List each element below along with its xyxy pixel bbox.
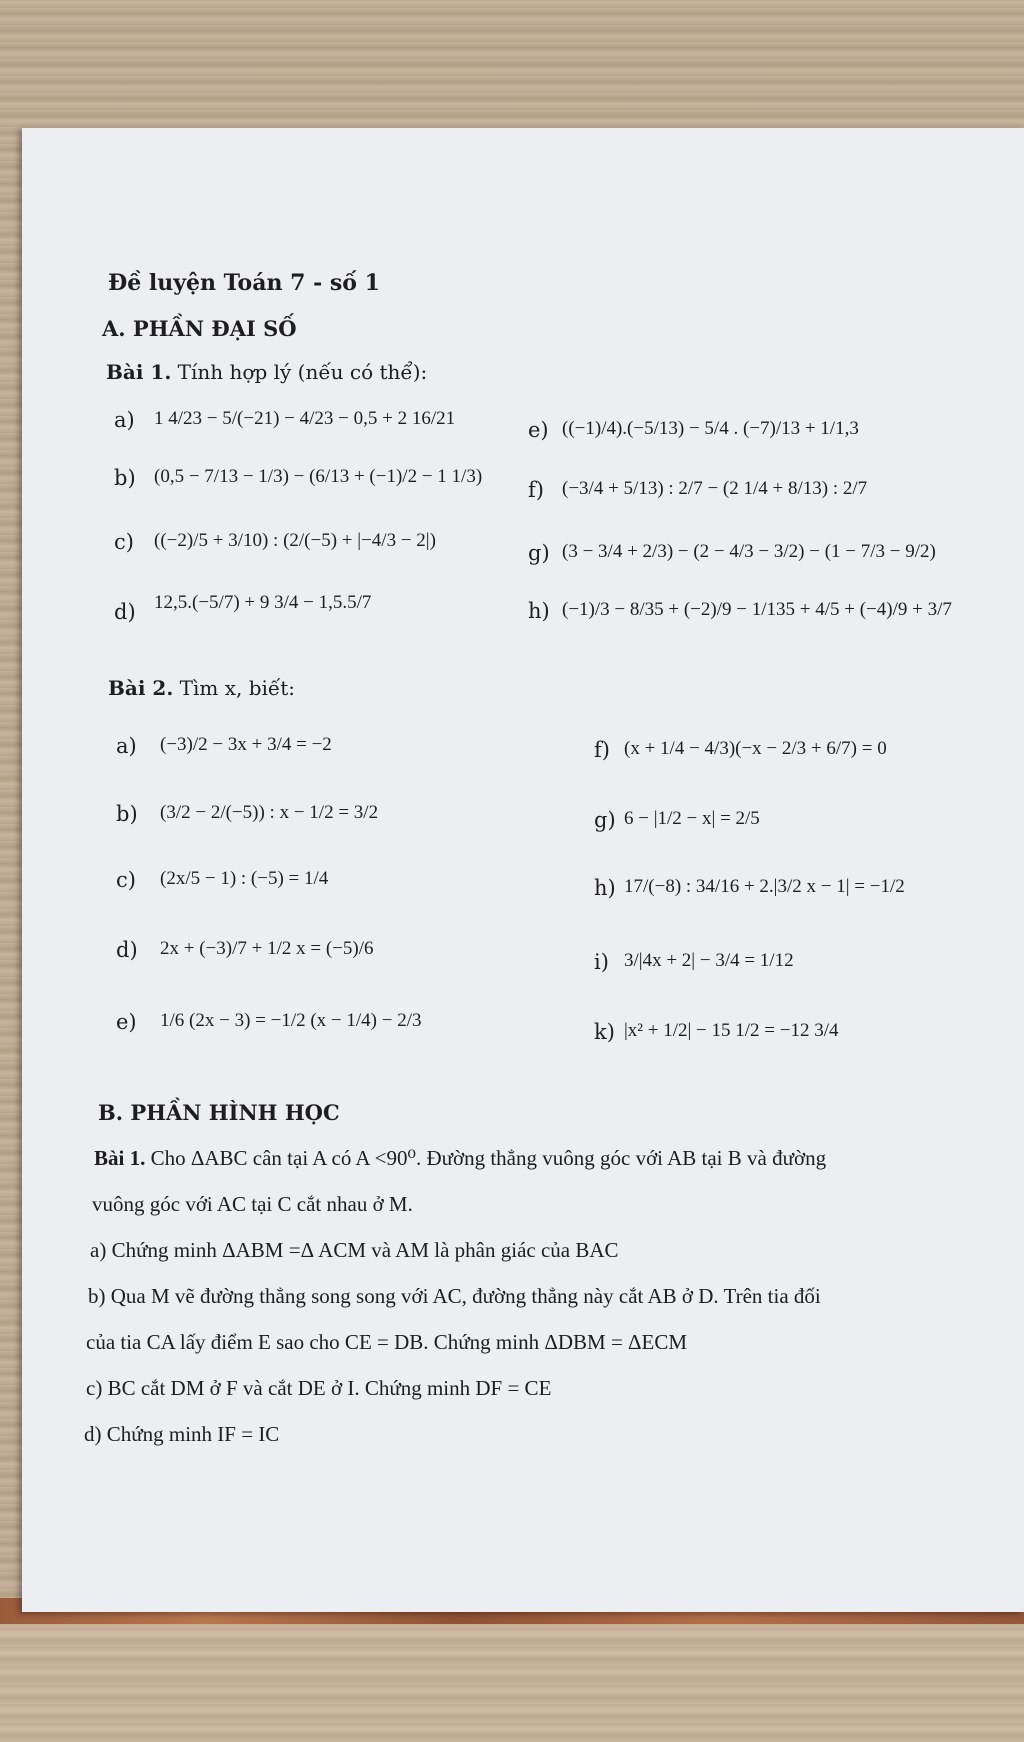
bai1-c-expression: ((−2)/5 + 3/10) : (2/(−5) + |−4/3 − 2|): [154, 530, 436, 551]
geo-part-c: c) BC cắt DM ở F và cắt DE ở I. Chứng minh DF = CE: [86, 1376, 552, 1400]
bai2-c-label: c): [116, 868, 136, 892]
bai2-a-expression: (−3)/2 − 3x + 3/4 = −2: [160, 734, 332, 755]
bai1-e-label: e): [528, 418, 549, 442]
bai2-d-expression: 2x + (−3)/7 + 1/2 x = (−5)/6: [160, 938, 374, 959]
bai1-instruction: Tính hợp lý (nếu có thể):: [177, 360, 428, 384]
bai2-h-expression: 17/(−8) : 34/16 + 2.|3/2 x − 1| = −1/2: [624, 876, 905, 897]
geo-part-b-line2: của tia CA lấy điểm E sao cho CE = DB. Chứng minh ΔDBM = ΔECM: [86, 1330, 688, 1354]
bai2-a-label: a): [116, 734, 137, 758]
bai1-d-label: d): [114, 600, 136, 624]
bai1-label: Bài 1.: [106, 360, 172, 384]
bai2-i-expression: 3/|4x + 2| − 3/4 = 1/12: [624, 950, 794, 971]
bai1-a-expression: 1 4/23 − 5/(−21) − 4/23 − 0,5 + 2 16/21: [154, 408, 456, 429]
bai1-d-expression: 12,5.(−5/7) + 9 3/4 − 1,5.5/7: [154, 592, 372, 613]
bai2-b-expression: (3/2 − 2/(−5)) : x − 1/2 = 3/2: [160, 802, 379, 823]
bai1-h-label: h): [528, 599, 550, 623]
bai2-f-expression: (x + 1/4 − 4/3)(−x − 2/3 + 6/7) = 0: [624, 738, 887, 759]
geo-bai1-statement: Cho ΔABC cân tại A có A <90⁰. Đường thẳng vuông góc với AB tại B và đường: [150, 1146, 827, 1170]
worksheet-title: Đề luyện Toán 7 - số 1: [108, 270, 380, 296]
bai1-heading: [106, 360, 427, 384]
bai1-g-expression: (3 − 3/4 + 2/3) − (2 − 4/3 − 3/2) − (1 − 7/3 − 9/2): [562, 541, 936, 562]
bai2-label: Bài 2.: [108, 676, 174, 700]
bai1-c-label: c): [114, 530, 134, 554]
geo-bai1-label: Bài 1.: [94, 1146, 146, 1170]
bai2-c-expression: (2x/5 − 1) : (−5) = 1/4: [160, 868, 329, 889]
geo-bai1-line2: vuông góc với AC tại C cắt nhau ở M.: [92, 1192, 413, 1216]
worksheet-paper: [22, 128, 1024, 1612]
bai2-d-label: d): [116, 938, 138, 962]
geo-part-b-line1: b) Qua M vẽ đường thẳng song song với AC, đường thẳng này cắt AB ở D. Trên tia đối: [88, 1284, 821, 1308]
bai2-h-label: h): [594, 876, 616, 900]
bai1-f-label: f): [528, 478, 544, 502]
geo-part-d: d) Chứng minh IF = IC: [84, 1422, 280, 1446]
bai2-k-expression: |x² + 1/2| − 15 1/2 = −12 3/4: [624, 1020, 839, 1041]
bai1-h-expression: (−1)/3 − 8/35 + (−2)/9 − 1/135 + 4/5 + (−4)/9 + 3/7: [562, 599, 952, 620]
bai2-g-label: g): [594, 808, 616, 832]
bai2-b-label: b): [116, 802, 138, 826]
bai1-g-label: g): [528, 541, 550, 565]
bai2-e-label: e): [116, 1010, 137, 1034]
bai1-b-label: b): [114, 466, 136, 490]
bai2-heading: [108, 676, 295, 700]
bai2-k-label: k): [594, 1020, 615, 1044]
section-b-heading: B. PHẦN HÌNH HỌC: [98, 1100, 340, 1125]
bai2-e-expression: 1/6 (2x − 3) = −1/2 (x − 1/4) − 2/3: [160, 1010, 422, 1031]
geo-bai1-line1: [94, 1146, 826, 1171]
floor-background: [0, 1610, 1024, 1742]
geo-part-a: a) Chứng minh ΔABM =Δ ACM và AM là phân giác của BAC: [90, 1238, 619, 1262]
bai2-i-label: i): [594, 950, 609, 974]
bai1-f-expression: (−3/4 + 5/13) : 2/7 − (2 1/4 + 8/13) : 2/7: [562, 478, 868, 499]
bai1-b-expression: (0,5 − 7/13 − 1/3) − (6/13 + (−1)/2 − 1 1/3): [154, 466, 483, 487]
bai2-f-label: f): [594, 738, 610, 762]
bai1-e-expression: ((−1)/4).(−5/13) − 5/4 . (−7)/13 + 1/1,3: [562, 418, 859, 439]
bai1-a-label: a): [114, 408, 135, 432]
section-a-heading: A. PHẦN ĐẠI SỐ: [102, 316, 297, 341]
bai2-instruction: Tìm x, biết:: [179, 676, 296, 700]
bai2-g-expression: 6 − |1/2 − x| = 2/5: [624, 808, 760, 829]
